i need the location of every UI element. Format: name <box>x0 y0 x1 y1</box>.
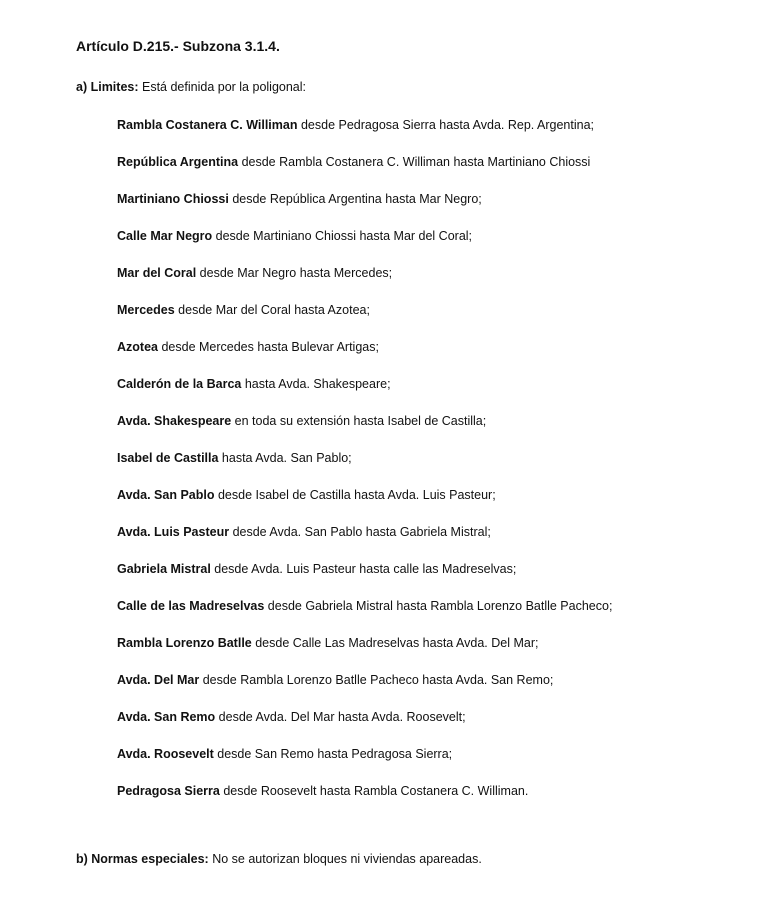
boundary-list <box>117 116 612 819</box>
boundary-desc: desde Calle Las Madreselvas hasta Avda. Del Mar; <box>255 636 539 650</box>
boundary-street: Gabriela Mistral <box>117 562 211 576</box>
boundary-desc: desde República Argentina hasta Mar Negro; <box>232 192 482 206</box>
boundary-item <box>117 375 612 412</box>
boundary-street: Calle Mar Negro <box>117 229 213 243</box>
boundary-item <box>117 338 612 375</box>
boundary-street: Avda. Shakespeare <box>117 414 232 428</box>
boundary-desc: desde Mercedes hasta Bulevar Artigas; <box>161 340 379 354</box>
boundary-item <box>117 597 612 634</box>
boundary-street: Mar del Coral <box>117 266 197 280</box>
boundary-street: Avda. Del Mar <box>117 673 200 687</box>
boundary-desc: desde Martiniano Chiossi hasta Mar del Coral; <box>215 229 473 243</box>
boundary-item <box>117 227 612 264</box>
boundary-desc: desde San Remo hasta Pedragosa Sierra; <box>217 747 453 761</box>
boundary-item <box>117 449 612 486</box>
boundary-desc: en toda su extensión hasta Isabel de Castilla; <box>234 414 487 428</box>
boundary-desc: desde Pedragosa Sierra hasta Avda. Rep. Argentina; <box>300 118 595 132</box>
boundary-desc: desde Avda. San Pablo hasta Gabriela Mistral; <box>232 525 491 539</box>
boundary-desc: desde Mar Negro hasta Mercedes; <box>199 266 393 280</box>
boundary-item <box>117 486 612 523</box>
boundary-desc: desde Mar del Coral hasta Azotea; <box>178 303 370 317</box>
boundary-desc: desde Isabel de Castilla hasta Avda. Luis Pasteur; <box>217 488 496 502</box>
boundary-item <box>117 153 612 190</box>
boundary-desc: desde Rambla Lorenzo Batlle Pacheco hasta Avda. San Remo; <box>202 673 554 687</box>
boundary-street: Pedragosa Sierra <box>117 784 220 798</box>
boundary-item <box>117 708 612 745</box>
boundary-item <box>117 116 612 153</box>
section-b-special-rules <box>76 852 482 866</box>
boundary-desc: desde Avda. Luis Pasteur hasta calle las Madreselvas; <box>214 562 517 576</box>
boundary-item <box>117 671 612 708</box>
section-a-text: Está definida por la poligonal: <box>142 80 307 94</box>
boundary-street: Isabel de Castilla <box>117 451 219 465</box>
boundary-street: Rambla Costanera C. Williman <box>117 118 298 132</box>
boundary-item <box>117 782 612 819</box>
section-a-label: a) Limites: <box>76 80 139 94</box>
boundary-street: Avda. Roosevelt <box>117 747 214 761</box>
boundary-item <box>117 190 612 227</box>
boundary-desc: hasta Avda. San Pablo; <box>221 451 352 465</box>
section-b-text: No se autorizan bloques ni viviendas apareadas. <box>212 852 482 866</box>
boundary-desc: hasta Avda. Shakespeare; <box>244 377 391 391</box>
article-title: Artículo D.215.- Subzona 3.1.4. <box>76 38 280 54</box>
section-b-label: b) Normas especiales: <box>76 852 209 866</box>
boundary-desc: desde Avda. Del Mar hasta Avda. Roosevelt; <box>218 710 466 724</box>
boundary-desc: desde Gabriela Mistral hasta Rambla Lorenzo Batlle Pacheco; <box>267 599 613 613</box>
boundary-item <box>117 523 612 560</box>
boundary-street: Mercedes <box>117 303 175 317</box>
boundary-street: Avda. Luis Pasteur <box>117 525 230 539</box>
boundary-item <box>117 301 612 338</box>
boundary-item <box>117 634 612 671</box>
boundary-street: Martiniano Chiossi <box>117 192 229 206</box>
boundary-street: Rambla Lorenzo Batlle <box>117 636 252 650</box>
boundary-item <box>117 560 612 597</box>
boundary-item <box>117 264 612 301</box>
boundary-street: Avda. San Pablo <box>117 488 215 502</box>
boundary-item <box>117 412 612 449</box>
boundary-desc: desde Roosevelt hasta Rambla Costanera C. Williman. <box>223 784 529 798</box>
boundary-street: Azotea <box>117 340 158 354</box>
section-a-limits <box>76 80 306 94</box>
boundary-street: República Argentina <box>117 155 239 169</box>
boundary-street: Avda. San Remo <box>117 710 216 724</box>
boundary-street: Calderón de la Barca <box>117 377 242 391</box>
boundary-item <box>117 745 612 782</box>
boundary-street: Calle de las Madreselvas <box>117 599 265 613</box>
boundary-desc: desde Rambla Costanera C. Williman hasta Martiniano Chiossi <box>241 155 591 169</box>
